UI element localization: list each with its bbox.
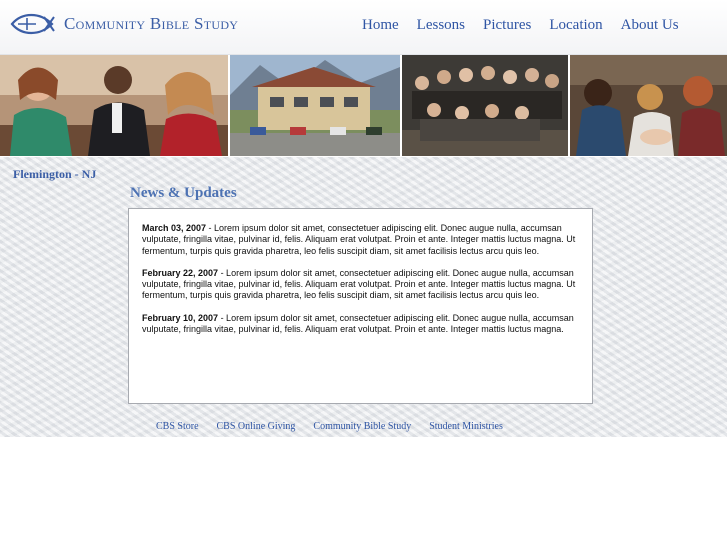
news-date: March 03, 2007 (142, 223, 207, 233)
footer-link-community-bible-study[interactable]: Community Bible Study (313, 421, 412, 432)
news-text: - Lorem ipsum dolor sit amet, consectetuer adipiscing elit. Donec augue nulla, accumsan vulputate, fringilla vitae, pulvinar id, felis. Aliquam erat volutpat. Proin et ante. Integer mattis luctus magna. Ut fermentum, turpis quis gravida pharetra, leo felis suscipit diam, sit amet facilisis lectus arcu quis leo. (142, 267, 576, 301)
footer-link-online-giving[interactable]: CBS Online Giving (216, 421, 296, 432)
group-portrait-photo (402, 55, 571, 156)
logo-text: Community Bible Study (64, 14, 239, 33)
nav-location[interactable]: Location (549, 17, 603, 33)
news-text: - Lorem ipsum dolor sit amet, consectetuer adipiscing elit. Donec augue nulla, accumsan vulputate, fringilla vitae, pulvinar id, felis. Aliquam erat volutpat. Proin et ante. Integer mattis luctus magna. Ut fermentum, turpis quis gravida pharetra, leo felis suscipit diam, sit amet facilisis lectus arcu quis leo. (142, 223, 576, 256)
nav-lessons[interactable]: Lessons (416, 17, 466, 33)
news-title: News & Updates (130, 185, 237, 201)
footer-links (156, 421, 521, 432)
news-item (142, 223, 578, 257)
news-date: February 10, 2007 (142, 312, 219, 323)
location-label: Flemington - NJ (13, 167, 97, 181)
group-meeting-photo (0, 55, 230, 156)
women-praying-photo (570, 55, 727, 156)
nav-pictures[interactable]: Pictures (483, 17, 532, 33)
fish-icon (10, 11, 56, 37)
building-photo (230, 55, 402, 156)
news-text: - Lorem ipsum dolor sit amet, consectetuer adipiscing elit. Donec augue nulla, accumsan vulputate, fringilla vitae, pulvinar id, felis. Aliquam erat volutpat. Proin et ante. Integer mattis luctus magna. (142, 312, 574, 335)
nav-home[interactable]: Home (362, 17, 399, 33)
main-nav (362, 17, 697, 34)
footer-link-cbs-store[interactable]: CBS Store (156, 421, 199, 432)
site-header (0, 0, 727, 55)
nav-about-us[interactable]: About Us (620, 17, 679, 33)
news-item (142, 268, 578, 302)
footer-link-student-ministries[interactable]: Student Ministries (429, 421, 503, 432)
news-box (128, 208, 593, 404)
news-date: February 22, 2007 (142, 267, 219, 278)
photo-banner (0, 55, 727, 156)
news-item (142, 313, 578, 336)
site-logo[interactable] (10, 10, 238, 38)
